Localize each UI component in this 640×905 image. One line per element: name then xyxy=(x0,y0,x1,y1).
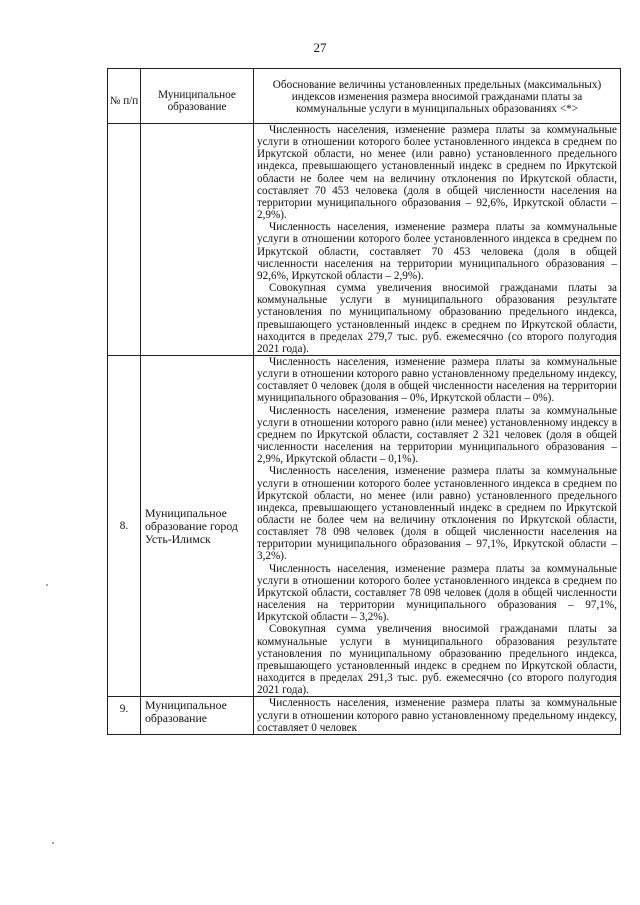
scan-speck xyxy=(46,584,48,586)
paragraph: Численность населения, изменение размера платы за коммунальные услуги в отношении которого более установленного индекса в среднем по Иркутской области, составляет 78 098 человек (доля в общей численности населения на территории муниципального образования – 97,1%, Иркутской области – 3,2%). xyxy=(257,562,617,624)
header-justification: Обоснование величины установленных предельных (максимальных) индексов изменения размера вносимой гражданами платы за коммунальные услуги в муниципальных образованиях <*> xyxy=(254,69,621,124)
row-municipality: Муниципальное образование xyxy=(141,697,254,734)
row-justification-cell xyxy=(254,355,621,696)
paragraph: Совокупная сумма увеличения вносимой гражданами платы за коммунальные услуги в муниципального образования результате установления по муниципальному образованию предельного индекса, превышающего установленный индекс в среднем по Иркутской области, находится в пределах 279,7 тыс. руб. ежемесячно (со второго полугодия 2021 года). xyxy=(257,282,617,355)
table-header-row xyxy=(108,69,621,124)
paragraph: Численность населения, изменение размера платы за коммунальные услуги в отношении которого равно установленному предельному индексу, составляет 0 человек (доля в общей численности населения на территории муниципального образования – 0%, Иркутской области – 0%). xyxy=(257,355,617,405)
scan-speck xyxy=(52,842,54,844)
header-number: № п/п xyxy=(108,69,141,124)
row-municipality-cell xyxy=(141,124,254,356)
row-municipality: Муниципальное образование город Усть-Илимск xyxy=(141,355,254,696)
row-justification-cell xyxy=(254,124,621,356)
row-number: 9. xyxy=(108,697,141,734)
paragraph: Совокупная сумма увеличения вносимой гражданами платы за коммунальные услуги в муниципального образования результате установления по муниципальному образованию предельного индекса, превышающего установленный индекс в среднем по Иркутской области, находится в пределах 291,3 тыс. руб. ежемесячно (со второго полугодия 2021 года). xyxy=(257,623,617,697)
paragraph: Численность населения, изменение размера платы за коммунальные услуги в отношении которого равно установленному предельному индексу, составляет 0 человек xyxy=(257,697,617,734)
paragraph: Численность населения, изменение размера платы за коммунальные услуги в отношении которого более установленного индекса в среднем по Иркутской области, но менее (или равно) установленного предельного индекса, превышающего установленный индекс в среднем по Иркутской области не более чем на величину отклонения по Иркутской области, составляет 78 098 человек (доля в общей численности населения на территории муниципального образования – 97,1%, Иркутской области – 3,2%). xyxy=(257,465,617,563)
row-justification-cell xyxy=(254,697,621,734)
table-row-continued xyxy=(108,124,621,356)
paragraph: Численность населения, изменение размера платы за коммунальные услуги в отношении которого более установленного индекса в среднем по Иркутской области, но менее (или равно) установленного предельного индекса, превышающего установленный индекс в среднем по Иркутской области не более чем на величину отклонения по Иркутской области, составляет 70 453 человека (доля в общей численности населения на территории муниципального образования – 92,6%, Иркутской области – 2,9%). xyxy=(257,124,617,222)
paragraph: Численность населения, изменение размера платы за коммунальные услуги в отношении которого равно (или менее) установленному индексу в среднем по Иркутской области, составляет 2 321 человек (доля в общей численности населения на территории муниципального образования – 2,9%, Иркутской области – 0,1%). xyxy=(257,404,617,466)
table-row-9 xyxy=(108,697,621,734)
table-row-8 xyxy=(108,355,621,696)
row-number: 8. xyxy=(108,355,141,696)
header-municipality: Муниципальное образование xyxy=(141,69,254,124)
tariff-index-table xyxy=(107,68,621,735)
paragraph: Численность населения, изменение размера платы за коммунальные услуги в отношении которого более установленного индекса в среднем по Иркутской области, составляет 70 453 человека (доля в общей численности населения на территории муниципального образования – 92,6%, Иркутской области – 2,9%). xyxy=(257,221,617,282)
page-number: 27 xyxy=(313,40,327,55)
row-number-cell xyxy=(108,124,141,356)
